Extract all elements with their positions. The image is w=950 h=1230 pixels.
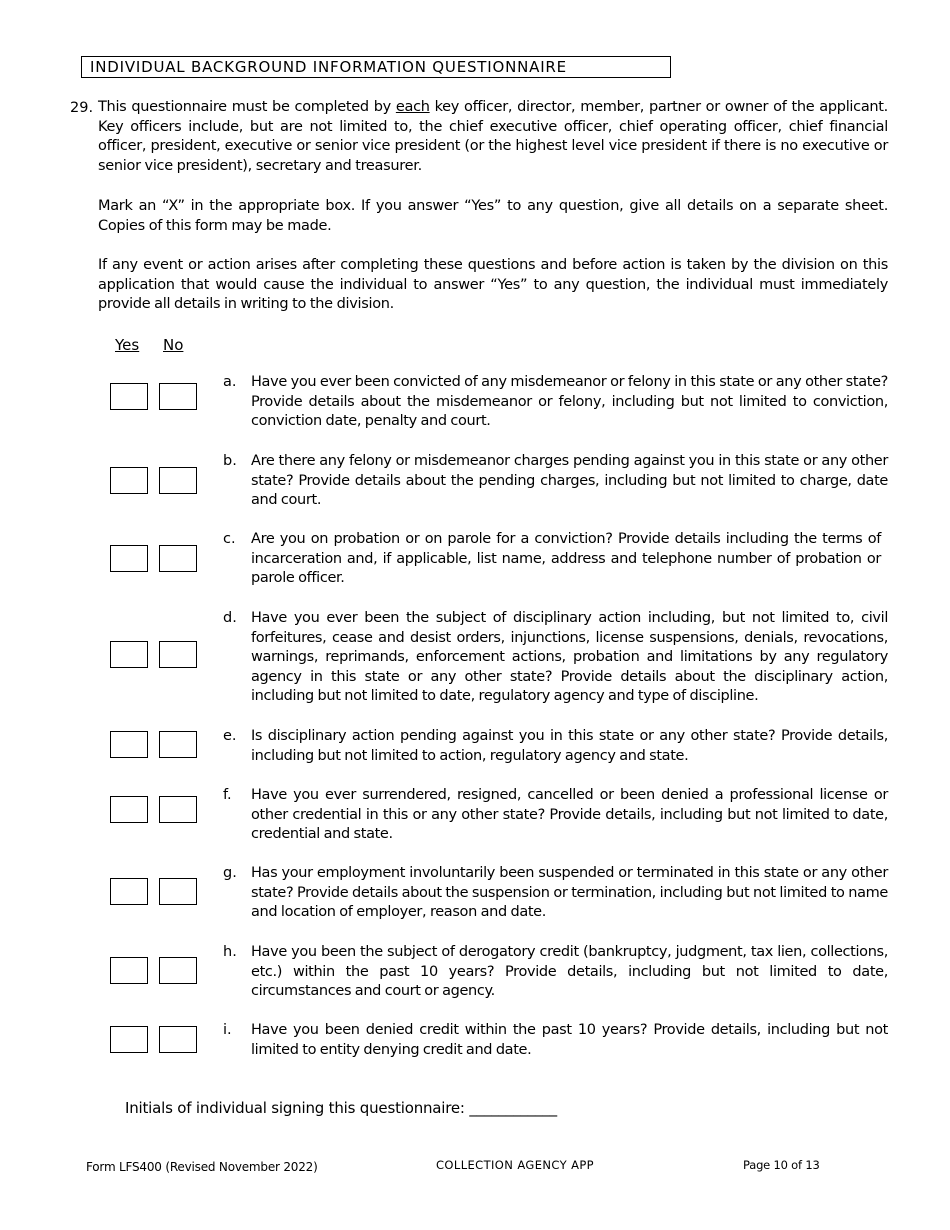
item-i-yes-checkbox[interactable] <box>110 1026 148 1053</box>
item-d-no-checkbox[interactable] <box>159 641 197 668</box>
item-b-yes-checkbox[interactable] <box>110 467 148 494</box>
item-d-yes-checkbox[interactable] <box>110 641 148 668</box>
item-h-text: Have you been the subject of derogatory credit (bankruptcy, judgment, tax lien, collections, etc.) within the past 10 years? Provide details, including but not limited to date, circumstances and court or agency. <box>251 944 888 999</box>
item-g-letter: g. <box>223 865 237 881</box>
section-title: INDIVIDUAL BACKGROUND INFORMATION QUESTIONNAIRE <box>81 56 671 78</box>
item-g-no-checkbox[interactable] <box>159 878 197 905</box>
item-f-yes-checkbox[interactable] <box>110 796 148 823</box>
item-a-text: Have you ever been convicted of any misdemeanor or felony in this state or any other state? Provide details about the misdemeanor or felony, including but not limited to conviction, conviction date, penalty and court. <box>251 374 888 429</box>
item-e-yes-checkbox[interactable] <box>110 731 148 758</box>
initials-line: Initials of individual signing this questionnaire: ____________ <box>125 1099 557 1117</box>
item-d-text: Have you ever been the subject of disciplinary action including, but not limited to, civil forfeitures, cease and desist orders, injunctions, license suspensions, denials, revocations, warnings, reprimands, enforcement actions, probation and limitations by any regulatory agency in this state or any other state? Provide details about the disciplinary action, including but not limited to date, regulatory agency and type of discipline. <box>251 610 888 704</box>
intro-text-start: This questionnaire must be completed by <box>98 99 396 115</box>
instructions-paragraph: Mark an “X” in the appropriate box. If you answer “Yes” to any question, give all details on a separate sheet. Copies of this form may be made. <box>98 198 888 234</box>
notice-paragraph: If any event or action arises after completing these questions and before action is taken by the division on this application that would cause the individual to answer “Yes” to any question, the individual must immediately provide all details in writing to the division. <box>98 257 888 312</box>
form-number-footer: Form LFS400 (Revised November 2022) <box>86 1160 318 1174</box>
item-e-text: Is disciplinary action pending against you in this state or any other state? Provide details, including but not limited to action, regulatory agency and state. <box>251 728 888 764</box>
item-c-no-checkbox[interactable] <box>159 545 197 572</box>
intro-paragraph <box>98 98 888 176</box>
item-f-no-checkbox[interactable] <box>159 796 197 823</box>
yes-column-header: Yes <box>115 336 140 354</box>
item-b-text: Are there any felony or misdemeanor charges pending against you in this state or any other state? Provide details about the pending charges, including but not limited to charge, date and court. <box>251 453 888 508</box>
item-a-no-checkbox[interactable] <box>159 383 197 410</box>
item-h-yes-checkbox[interactable] <box>110 957 148 984</box>
item-a-yes-checkbox[interactable] <box>110 383 148 410</box>
item-i-letter: i. <box>223 1022 232 1038</box>
item-i-text: Have you been denied credit within the past 10 years? Provide details, including but not limited to entity denying credit and date. <box>251 1022 888 1058</box>
item-h-letter: h. <box>223 944 237 960</box>
item-b-no-checkbox[interactable] <box>159 467 197 494</box>
no-column-header: No <box>163 336 184 354</box>
item-g-text: Has your employment involuntarily been suspended or terminated in this state or any other state? Provide details about the suspension or termination, including but not limited to name and location of employer, reason and date. <box>251 865 888 920</box>
item-c-text: Are you on probation or on parole for a conviction? Provide details including the terms of incarceration and, if applicable, list name, address and telephone number of probation or parole officer. <box>251 531 881 586</box>
item-e-no-checkbox[interactable] <box>159 731 197 758</box>
question-number: 29. <box>70 100 94 116</box>
page-number-footer: Page 10 of 13 <box>743 1158 820 1172</box>
item-h-no-checkbox[interactable] <box>159 957 197 984</box>
item-d-letter: d. <box>223 610 237 626</box>
intro-emphasis: each <box>395 99 430 115</box>
item-a-letter: a. <box>223 374 237 390</box>
application-type-footer: COLLECTION AGENCY APP <box>436 1158 595 1172</box>
item-f-text: Have you ever surrendered, resigned, cancelled or been denied a professional license or other credential in this or any other state? Provide details, including but not limited to date, credential and state. <box>251 787 888 842</box>
item-i-no-checkbox[interactable] <box>159 1026 197 1053</box>
item-c-yes-checkbox[interactable] <box>110 545 148 572</box>
item-c-letter: c. <box>223 531 236 547</box>
intro-text-end: key officer, director, member, partner or owner of the applicant. Key officers include, but are not limited to, the chief executive officer, chief operating officer, chief financial officer, president, executive or senior vice president (or the highest level vice president if there is no executive or senior vice president), secretary and treasurer. <box>98 99 888 174</box>
item-g-yes-checkbox[interactable] <box>110 878 148 905</box>
item-f-letter: f. <box>223 787 232 803</box>
item-e-letter: e. <box>223 728 237 744</box>
item-b-letter: b. <box>223 453 237 469</box>
